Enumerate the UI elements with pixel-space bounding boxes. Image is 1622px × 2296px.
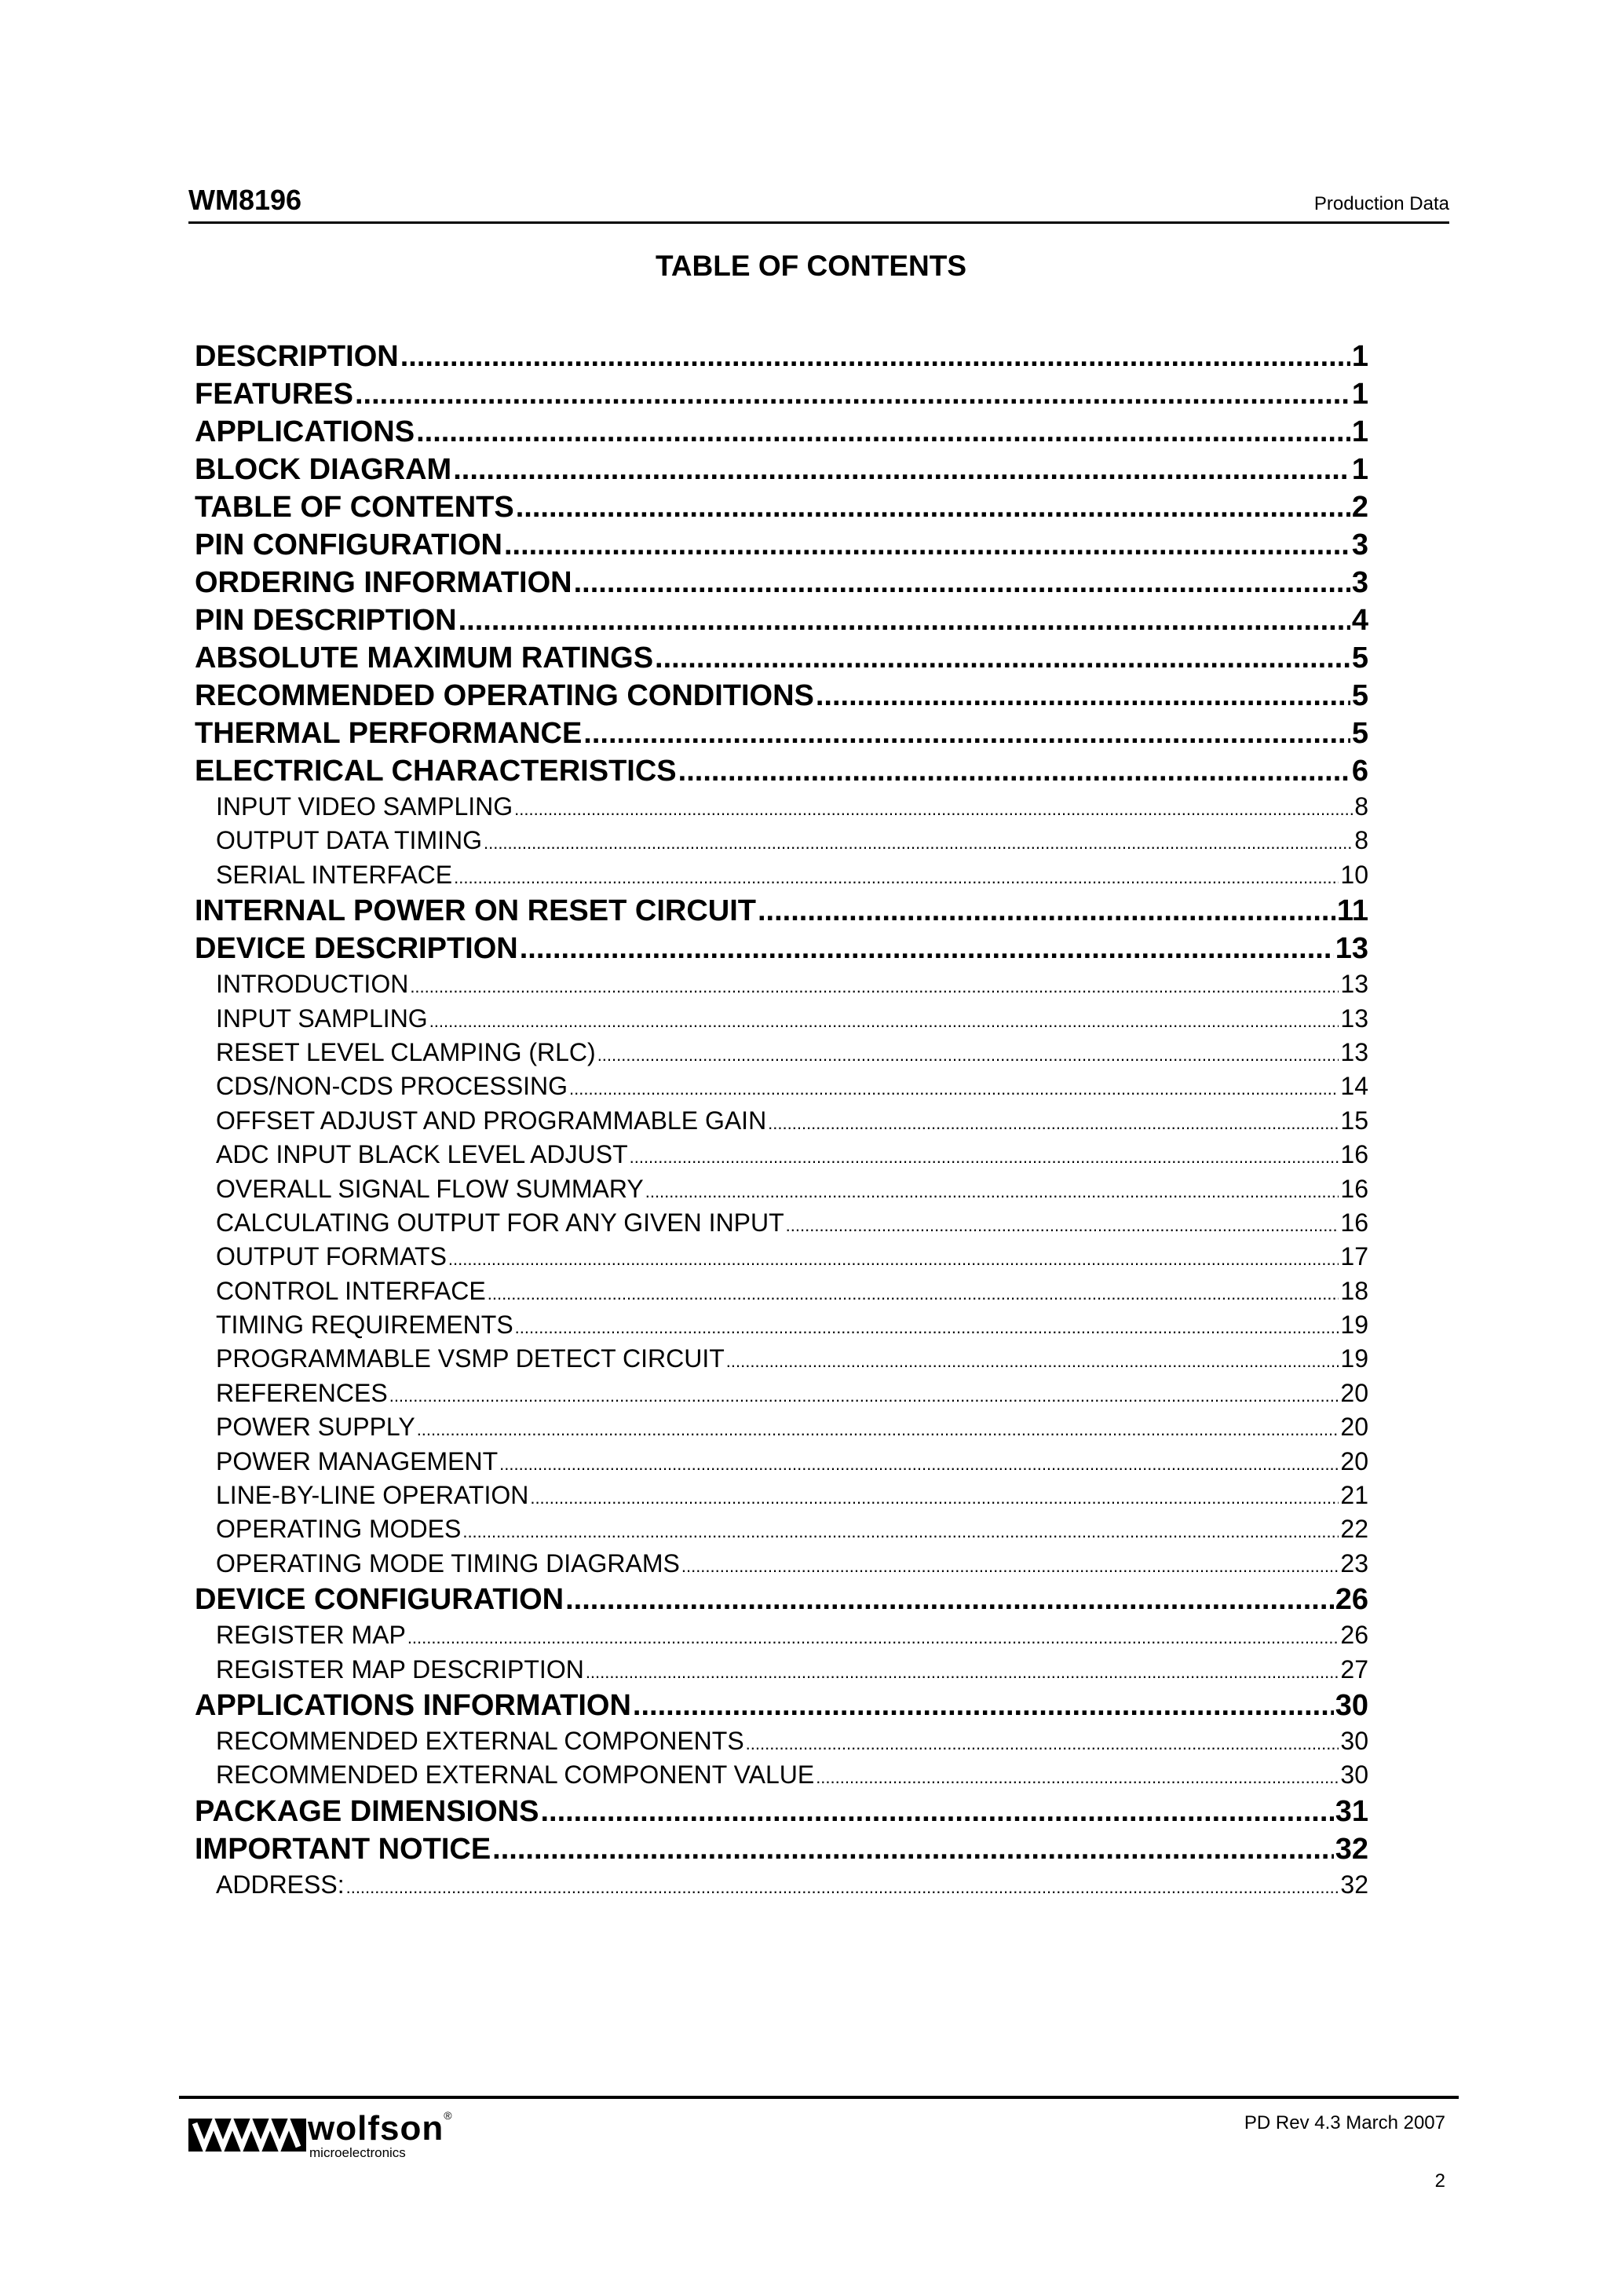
dot-leader <box>786 1208 1339 1240</box>
dot-leader <box>407 1621 1339 1652</box>
toc-entry-page: 16 <box>1340 1174 1368 1203</box>
toc-entry-page: 18 <box>1340 1276 1368 1305</box>
dot-leader <box>355 375 1350 413</box>
dot-leader <box>816 677 1350 715</box>
toc-entry-page: 10 <box>1340 860 1368 889</box>
toc-section-entry[interactable] <box>195 930 1368 967</box>
dot-leader <box>574 564 1350 601</box>
toc-entry-title: REFERENCES <box>216 1378 388 1407</box>
toc-entry-page: 6 <box>1351 755 1368 788</box>
toc-entry-title: APPLICATIONS <box>195 415 415 448</box>
toc-entry-page: 22 <box>1340 1515 1368 1544</box>
logo-name: wolfson® <box>308 2109 453 2148</box>
dot-leader <box>586 1655 1339 1687</box>
dot-leader <box>516 488 1350 526</box>
dot-leader <box>540 1793 1333 1830</box>
toc-entry-title: OFFSET ADJUST AND PROGRAMMABLE GAIN <box>216 1106 767 1135</box>
toc-section-entry[interactable] <box>195 1830 1368 1868</box>
toc-entry-title: FEATURES <box>195 378 353 411</box>
toc-entry-page: 30 <box>1340 1726 1368 1755</box>
toc-entry-title: IMPORTANT NOTICE <box>195 1832 491 1866</box>
dot-leader <box>726 1344 1339 1376</box>
toc-section-entry[interactable] <box>195 715 1368 752</box>
wolfson-wave-icon <box>188 2114 306 2155</box>
toc-entry-page: 26 <box>1335 1583 1368 1617</box>
toc-subsection-entry[interactable] <box>195 1479 1368 1512</box>
toc-entry-page: 31 <box>1335 1794 1368 1828</box>
dot-leader <box>416 413 1350 451</box>
dot-leader <box>389 1379 1339 1410</box>
toc-subsection-entry[interactable] <box>195 1104 1368 1138</box>
toc-entry-title: APPLICATIONS INFORMATION <box>195 1688 631 1722</box>
toc-entry-title: ADC INPUT BLACK LEVEL ADJUST <box>216 1140 628 1169</box>
dot-leader <box>758 892 1335 930</box>
toc-entry-page: 5 <box>1351 679 1368 712</box>
toc-entry-page: 14 <box>1340 1072 1368 1101</box>
toc-entry-title: BLOCK DIAGRAM <box>195 453 452 486</box>
toc-entry-page: 32 <box>1335 1832 1368 1866</box>
toc-subsection-entry[interactable] <box>195 824 1368 857</box>
dot-leader <box>597 1038 1339 1069</box>
toc-entry-title: DEVICE CONFIGURATION <box>195 1583 564 1617</box>
dot-leader <box>453 451 1350 488</box>
toc-section-entry[interactable] <box>195 564 1368 601</box>
toc-section-entry[interactable] <box>195 677 1368 715</box>
dot-leader <box>429 1004 1339 1036</box>
toc-subsection-entry[interactable] <box>195 858 1368 892</box>
toc-entry-page: 16 <box>1340 1140 1368 1169</box>
dot-leader <box>499 1447 1339 1479</box>
toc-entry-title: OVERALL SIGNAL FLOW SUMMARY <box>216 1174 644 1203</box>
dot-leader <box>520 930 1334 967</box>
dot-leader <box>530 1481 1339 1512</box>
toc-entry-page: 13 <box>1335 932 1368 966</box>
toc-entry-page: 5 <box>1351 717 1368 750</box>
toc-subsection-entry[interactable] <box>195 1868 1368 1902</box>
toc-entry-page: 21 <box>1340 1481 1368 1510</box>
toc-entry-page: 8 <box>1354 792 1368 821</box>
toc-entry-page: 32 <box>1340 1870 1368 1899</box>
toc-section-entry[interactable] <box>195 752 1368 790</box>
toc-entry-title: PROGRAMMABLE VSMP DETECT CIRCUIT <box>216 1344 725 1373</box>
dot-leader <box>630 1140 1339 1172</box>
toc-subsection-entry[interactable] <box>195 1240 1368 1274</box>
toc-entry-page: 4 <box>1351 604 1368 637</box>
toc-entry-page: 27 <box>1340 1654 1368 1684</box>
dot-leader <box>645 1175 1339 1206</box>
page-header <box>188 181 1449 221</box>
toc-entry-title: PIN CONFIGURATION <box>195 528 502 561</box>
toc-subsection-entry[interactable] <box>195 1512 1368 1546</box>
toc-entry-page: 23 <box>1340 1548 1368 1578</box>
toc-entry-page: 1 <box>1351 378 1368 411</box>
dot-leader <box>569 1072 1339 1103</box>
toc-subsection-entry[interactable] <box>195 790 1368 824</box>
toc-entry-page: 5 <box>1351 642 1368 675</box>
toc-entry-title: LINE-BY-LINE OPERATION <box>216 1481 529 1510</box>
toc-section-entry[interactable] <box>195 526 1368 564</box>
wolfson-logo <box>188 2109 455 2161</box>
toc-entry-title: TABLE OF CONTENTS <box>195 491 514 524</box>
toc-entry-page: 19 <box>1340 1344 1368 1373</box>
toc-subsection-entry[interactable] <box>195 1724 1368 1758</box>
toc-entry-page: 15 <box>1340 1106 1368 1135</box>
toc-section-entry[interactable] <box>195 1581 1368 1618</box>
toc-subsection-entry[interactable] <box>195 1342 1368 1376</box>
toc-entry-page: 19 <box>1340 1311 1368 1340</box>
toc-entry-page: 30 <box>1335 1688 1368 1722</box>
toc-subsection-entry[interactable] <box>195 1377 1368 1410</box>
dot-leader <box>515 1311 1339 1342</box>
toc-entry-title: RECOMMENDED EXTERNAL COMPONENT VALUE <box>216 1760 815 1790</box>
toc-entry-title: TIMING REQUIREMENTS <box>216 1311 513 1340</box>
dot-leader <box>816 1760 1339 1792</box>
toc-entry-page: 13 <box>1340 970 1368 999</box>
toc-section-entry[interactable] <box>195 639 1368 677</box>
toc-subsection-entry[interactable] <box>195 1547 1368 1581</box>
header-divider <box>188 221 1449 224</box>
dot-leader <box>488 1277 1339 1308</box>
toc-entry-title: DEVICE DESCRIPTION <box>195 932 518 966</box>
dot-leader <box>346 1870 1339 1902</box>
toc-entry-title: INPUT SAMPLING <box>216 1004 428 1033</box>
toc-entry-title: INTRODUCTION <box>216 970 409 999</box>
toc-entry-page: 20 <box>1340 1446 1368 1475</box>
dot-leader <box>514 792 1353 824</box>
dot-leader <box>565 1581 1334 1618</box>
toc-entry-page: 1 <box>1351 453 1368 486</box>
toc-subsection-entry[interactable] <box>195 1172 1368 1206</box>
toc-subsection-entry[interactable] <box>195 1758 1368 1792</box>
toc-entry-title: SERIAL INTERFACE <box>216 860 453 889</box>
toc-entry-title: ADDRESS: <box>216 1870 345 1899</box>
toc-entry-title: CONTROL INTERFACE <box>216 1276 486 1305</box>
document-status: Production Data <box>1313 193 1449 214</box>
toc-entry-title: OPERATING MODES <box>216 1515 462 1544</box>
toc-entry-title: ELECTRICAL CHARACTERISTICS <box>195 755 677 788</box>
toc-entry-title: OUTPUT DATA TIMING <box>216 826 482 855</box>
toc-section-entry[interactable] <box>195 892 1368 930</box>
toc-subsection-entry[interactable] <box>195 1002 1368 1036</box>
dot-leader <box>462 1515 1339 1546</box>
toc-subsection-entry[interactable] <box>195 1445 1368 1479</box>
dot-leader <box>417 1413 1339 1444</box>
logo-subtitle: microelectronics <box>309 2145 406 2160</box>
toc-entry-title: ABSOLUTE MAXIMUM RATINGS <box>195 642 654 675</box>
dot-leader <box>484 826 1353 857</box>
toc-entry-title: REGISTER MAP DESCRIPTION <box>216 1654 584 1684</box>
toc-section-entry[interactable] <box>195 413 1368 451</box>
toc-entry-page: 26 <box>1340 1621 1368 1650</box>
dot-leader <box>448 1242 1339 1274</box>
toc-subsection-entry[interactable] <box>195 1618 1368 1652</box>
toc-entry-title: CDS/NON-CDS PROCESSING <box>216 1072 568 1101</box>
toc-entry-page: 20 <box>1340 1378 1368 1407</box>
toc-section-entry[interactable] <box>195 375 1368 413</box>
toc-entry-title: OUTPUT FORMATS <box>216 1242 447 1271</box>
toc-subsection-entry[interactable] <box>195 1036 1368 1069</box>
toc-entry-page: 8 <box>1354 826 1368 855</box>
toc-entry-page: 30 <box>1340 1760 1368 1790</box>
dot-leader <box>458 601 1350 639</box>
toc-entry-page: 16 <box>1340 1208 1368 1237</box>
toc-section-entry[interactable] <box>195 451 1368 488</box>
toc-section-entry[interactable] <box>195 1793 1368 1830</box>
toc-entry-title: THERMAL PERFORMANCE <box>195 717 583 750</box>
toc-entry-page: 3 <box>1351 566 1368 599</box>
toc-entry-page: 1 <box>1351 415 1368 448</box>
toc-entry-title: OPERATING MODE TIMING DIAGRAMS <box>216 1548 680 1578</box>
toc-subsection-entry[interactable] <box>195 1069 1368 1103</box>
toc-section-entry[interactable] <box>195 601 1368 639</box>
dot-leader <box>768 1106 1339 1138</box>
toc-entry-title: INTERNAL POWER ON RESET CIRCUIT <box>195 894 756 928</box>
toc-entry-page: 11 <box>1336 894 1368 928</box>
dot-leader <box>678 752 1350 790</box>
dot-leader <box>454 861 1339 892</box>
toc-entry-title: CALCULATING OUTPUT FOR ANY GIVEN INPUT <box>216 1208 784 1237</box>
dot-leader <box>746 1727 1339 1758</box>
toc-entry-title: POWER MANAGEMENT <box>216 1446 499 1475</box>
toc-entry-title: INPUT VIDEO SAMPLING <box>216 792 513 821</box>
dot-leader <box>583 715 1350 752</box>
dot-leader <box>633 1687 1334 1724</box>
toc-subsection-entry[interactable] <box>195 1308 1368 1342</box>
toc-entry-page: 13 <box>1340 1004 1368 1033</box>
toc-entry-title: PACKAGE DIMENSIONS <box>195 1794 539 1828</box>
page-number: 2 <box>1434 2170 1445 2192</box>
footer-divider <box>179 2096 1459 2099</box>
toc-entry-page: 17 <box>1340 1242 1368 1271</box>
dot-leader <box>400 338 1350 375</box>
toc-subsection-entry[interactable] <box>195 1206 1368 1240</box>
dot-leader <box>504 526 1350 564</box>
part-number: WM8196 <box>188 184 302 216</box>
toc-entry-title: RESET LEVEL CLAMPING (RLC) <box>216 1037 596 1066</box>
toc-entry-title: ORDERING INFORMATION <box>195 566 572 599</box>
toc-entry-page: 2 <box>1351 491 1368 524</box>
revision-info: PD Rev 4.3 March 2007 <box>1244 2112 1445 2133</box>
toc-subsection-entry[interactable] <box>195 967 1368 1001</box>
toc-entry-page: 13 <box>1340 1037 1368 1066</box>
table-of-contents <box>195 338 1368 1902</box>
toc-entry-page: 20 <box>1340 1413 1368 1442</box>
toc-subsection-entry[interactable] <box>195 1653 1368 1687</box>
dot-leader <box>681 1549 1339 1581</box>
toc-entry-page: 3 <box>1351 528 1368 561</box>
toc-entry-title: REGISTER MAP <box>216 1621 406 1650</box>
toc-entry-title: POWER SUPPLY <box>216 1413 415 1442</box>
toc-entry-title: DESCRIPTION <box>195 340 399 373</box>
dot-leader <box>492 1830 1334 1868</box>
toc-section-entry[interactable] <box>195 338 1368 375</box>
dot-leader <box>410 970 1339 1001</box>
toc-entry-title: RECOMMENDED OPERATING CONDITIONS <box>195 679 814 712</box>
page-title: TABLE OF CONTENTS <box>655 250 966 282</box>
toc-section-entry[interactable] <box>195 1687 1368 1724</box>
toc-section-entry[interactable] <box>195 488 1368 526</box>
toc-subsection-entry[interactable] <box>195 1138 1368 1172</box>
toc-subsection-entry[interactable] <box>195 1274 1368 1308</box>
toc-subsection-entry[interactable] <box>195 1410 1368 1444</box>
toc-entry-title: RECOMMENDED EXTERNAL COMPONENTS <box>216 1726 744 1755</box>
toc-entry-title: PIN DESCRIPTION <box>195 604 457 637</box>
dot-leader <box>655 639 1350 677</box>
toc-entry-page: 1 <box>1351 340 1368 373</box>
